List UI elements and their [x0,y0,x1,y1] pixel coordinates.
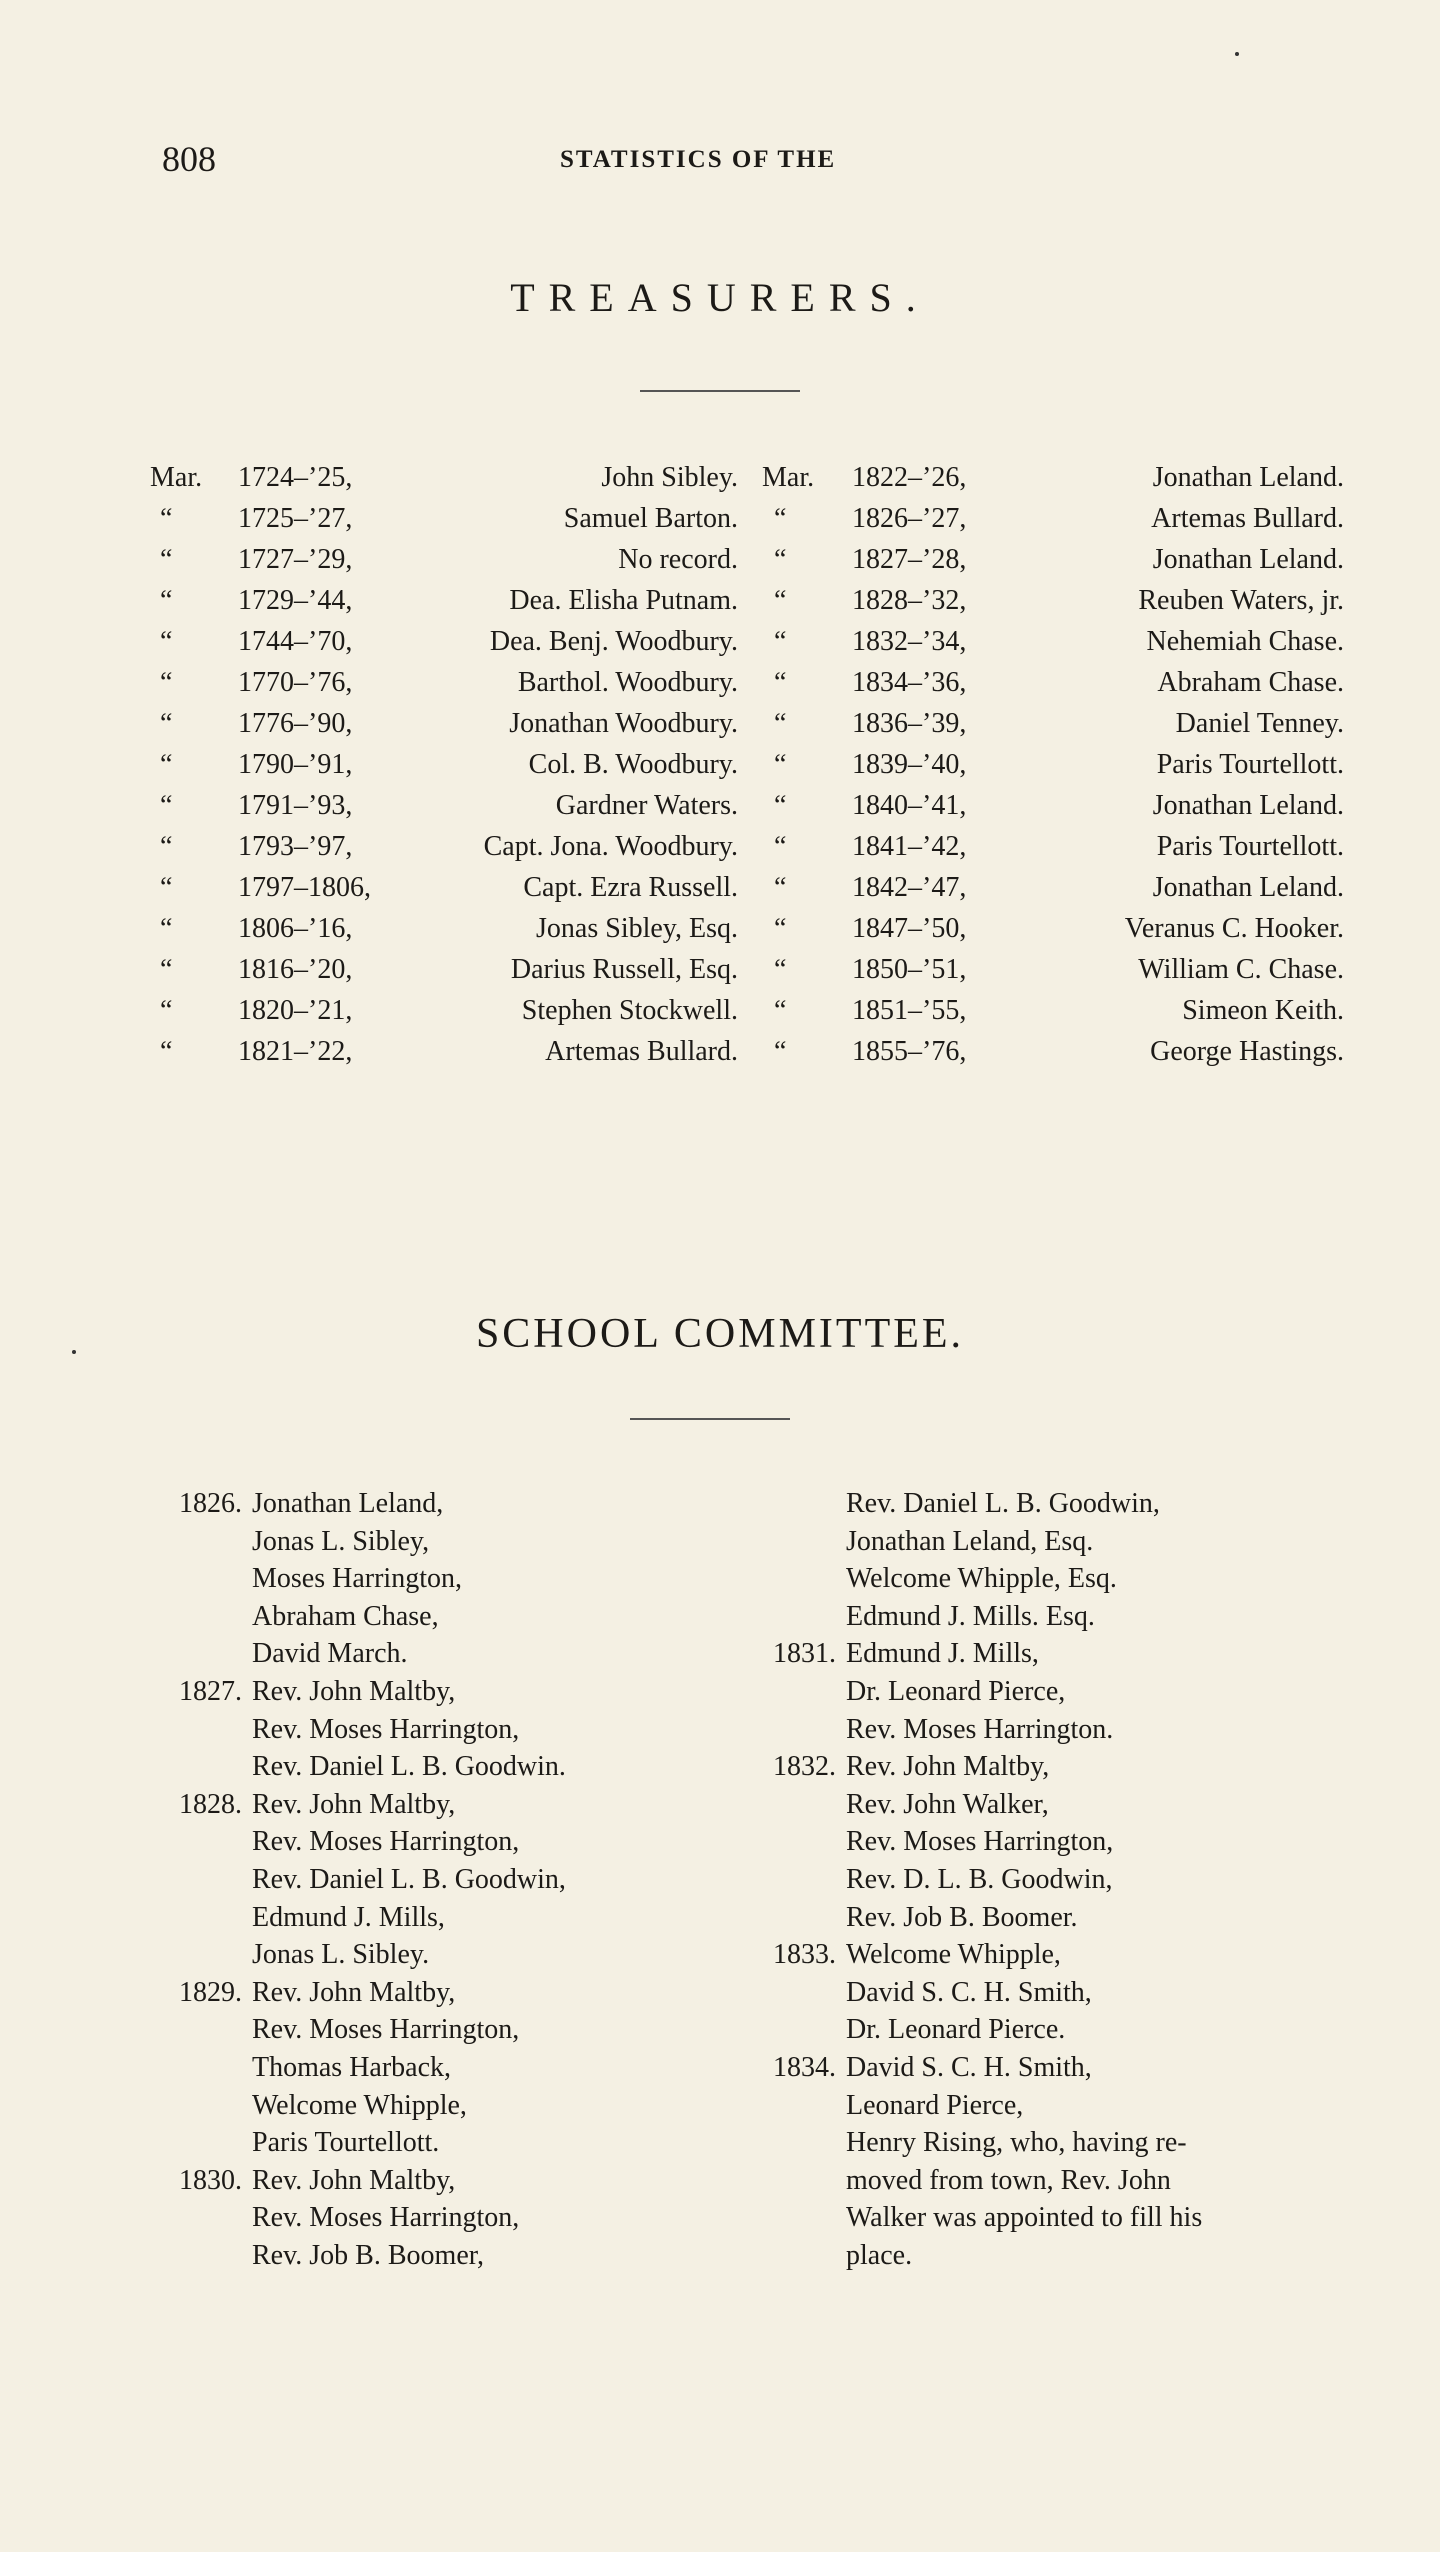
committee-member: Walker was appointed to fill his [846,2202,1203,2234]
month-mark: Mar. [762,462,815,493]
school-committee-title: SCHOOL COMMITTEE. [475,1311,965,1357]
treasurer-row [150,913,750,954]
committee-line [730,1601,1370,1639]
committee-line [140,2202,740,2240]
committee-member: Rev. Moses Harrington, [252,1826,520,1858]
treasurer-row [150,872,750,913]
treasurer-row [762,872,1358,913]
committee-member: Rev. Job B. Boomer, [252,2239,484,2271]
term-years: 1834–’36, [852,667,967,698]
term-years: 1842–’47, [852,872,967,903]
treasurers-right-column [762,462,1358,1077]
committee-member: Jonathan Leland, Esq. [846,1525,1094,1557]
treasurer-name: Simeon Keith. [1182,995,1344,1026]
treasurer-row [762,831,1358,872]
committee-year: 1828. [179,1788,242,1820]
term-years: 1826–’27, [852,503,967,534]
treasurer-row [150,503,750,544]
term-years: 1790–’91, [238,749,353,780]
month-mark: “ [160,749,173,780]
committee-line [730,2165,1370,2203]
treasurer-row [150,954,750,995]
term-years: 1770–’76, [238,667,353,698]
month-mark: “ [774,913,787,944]
treasurer-row [762,913,1358,954]
treasurer-name: Jonathan Leland. [1152,872,1344,903]
term-years: 1725–’27, [238,503,353,534]
treasurer-name: Barthol. Woodbury. [517,667,738,698]
term-years: 1847–’50, [852,913,967,944]
month-mark: “ [160,503,173,534]
committee-year: 1831. [773,1638,836,1670]
committee-line [140,2240,740,2278]
committee-member: Rev. John Maltby, [846,1751,1050,1783]
treasurer-row [150,585,750,626]
treasurer-name: Paris Tourtellott. [1156,749,1344,780]
committee-member: Rev. John Maltby, [252,2164,456,2196]
treasurer-row [762,503,1358,544]
treasurer-name: Reuben Waters, jr. [1138,585,1344,616]
treasurer-row [150,831,750,872]
term-years: 1729–’44, [238,585,353,616]
term-years: 1836–’39, [852,708,967,739]
committee-year: 1829. [179,1976,242,2008]
committee-member: Jonas L. Sibley. [252,1939,430,1971]
treasurer-row [762,462,1358,503]
committee-line [730,2202,1370,2240]
section-divider [630,1418,790,1420]
treasurer-row [150,667,750,708]
month-mark: “ [160,913,173,944]
treasurer-row [150,749,750,790]
committee-member: Dr. Leonard Pierce. [846,2014,1066,2046]
treasurer-name: Jonas Sibley, Esq. [536,913,738,944]
committee-year: 1833. [773,1939,836,1971]
term-years: 1821–’22, [238,1036,353,1067]
committee-member: Rev. Daniel L. B. Goodwin, [252,1863,566,1895]
committee-line [730,1977,1370,2015]
treasurer-row [150,708,750,749]
treasurer-name: Samuel Barton. [563,503,738,534]
committee-line [730,1563,1370,1601]
committee-line [140,1526,740,1564]
term-years: 1724–’25, [238,462,353,493]
treasurer-row [762,995,1358,1036]
month-mark: “ [160,585,173,616]
month-mark: “ [160,708,173,739]
committee-line [140,1601,740,1639]
school-committee-left-column [140,1488,740,2277]
committee-line [140,1789,740,1827]
treasurer-row [150,995,750,1036]
committee-member: Rev. Daniel L. B. Goodwin. [252,1751,566,1783]
running-head: STATISTICS OF THE [560,146,837,173]
treasurer-row [762,749,1358,790]
committee-member: place. [846,2239,913,2271]
committee-line [140,2052,740,2090]
month-mark: “ [774,790,787,821]
committee-line [730,1902,1370,1940]
school-committee-right-column [730,1488,1370,2277]
treasurer-name: Artemas Bullard. [545,1036,738,1067]
month-mark: “ [774,544,787,575]
month-mark: “ [160,954,173,985]
committee-member: Rev. John Maltby, [252,1675,456,1707]
treasurer-name: Jonathan Leland. [1152,462,1344,493]
treasurer-name: George Hastings. [1150,1036,1344,1067]
committee-member: Rev. Moses Harrington, [252,1713,520,1745]
treasurer-row [762,626,1358,667]
treasurer-row [762,585,1358,626]
committee-line [140,1751,740,1789]
committee-line [140,2165,740,2203]
committee-member: moved from town, Rev. John [846,2164,1171,2196]
committee-member: Leonard Pierce, [846,2089,1024,2121]
committee-member: Dr. Leonard Pierce, [846,1675,1066,1707]
committee-member: Moses Harrington, [252,1563,462,1595]
term-years: 1793–’97, [238,831,353,862]
committee-line [730,2240,1370,2278]
treasurer-row [150,544,750,585]
month-mark: “ [160,831,173,862]
committee-line [730,1526,1370,1564]
committee-year: 1834. [773,2051,836,2083]
committee-member: Henry Rising, who, having re- [846,2127,1187,2159]
committee-member: Abraham Chase, [252,1600,439,1632]
committee-line [140,1676,740,1714]
month-mark: “ [160,667,173,698]
treasurer-name: Jonathan Woodbury. [509,708,738,739]
month-mark: “ [774,667,787,698]
committee-line [140,1977,740,2015]
committee-member: Rev. Moses Harrington. [846,1713,1114,1745]
committee-member: Welcome Whipple, [846,1939,1061,1971]
committee-line [730,1826,1370,1864]
treasurer-row [150,462,750,503]
section-divider [640,390,800,392]
treasurer-name: Dea. Benj. Woodbury. [489,626,738,657]
committee-year: 1826. [179,1488,242,1519]
term-years: 1827–’28, [852,544,967,575]
month-mark: “ [160,790,173,821]
treasurer-name: Capt. Jona. Woodbury. [483,831,738,862]
treasurer-name: Veranus C. Hooker. [1124,913,1344,944]
month-mark: “ [774,585,787,616]
committee-line [730,2052,1370,2090]
page-header [0,138,1440,178]
committee-line [140,2090,740,2128]
treasurer-row [150,790,750,831]
treasurer-name: Daniel Tenney. [1175,708,1344,739]
month-mark: “ [774,708,787,739]
month-mark: “ [160,626,173,657]
committee-year: 1832. [773,1751,836,1783]
treasurer-name: John Sibley. [601,462,738,493]
committee-member: Edmund J. Mills, [252,1901,445,1933]
committee-member: Rev. John Walker, [846,1788,1049,1820]
committee-member: David S. C. H. Smith, [846,2051,1092,2083]
month-mark: “ [774,749,787,780]
committee-member: Rev. D. L. B. Goodwin, [846,1863,1113,1895]
treasurer-row [150,626,750,667]
committee-line [140,1902,740,1940]
treasurer-name: Jonathan Leland. [1152,790,1344,821]
committee-member: Edmund J. Mills. Esq. [846,1600,1095,1632]
committee-member: Rev. John Maltby, [252,1976,456,2008]
committee-year: 1830. [179,2164,242,2196]
term-years: 1841–’42, [852,831,967,862]
term-years: 1839–’40, [852,749,967,780]
month-mark: Mar. [150,462,203,493]
treasurer-row [762,708,1358,749]
month-mark: “ [160,544,173,575]
committee-line [140,1488,740,1526]
month-mark: “ [774,626,787,657]
month-mark: “ [774,954,787,985]
term-years: 1820–’21, [238,995,353,1026]
committee-member: Jonathan Leland, [252,1488,444,1519]
committee-member: Rev. Moses Harrington, [846,1826,1114,1858]
treasurer-name: Col. B. Woodbury. [528,749,738,780]
treasurer-name: Nehemiah Chase. [1146,626,1344,657]
committee-line [730,1488,1370,1526]
page-number: 808 [162,139,216,179]
treasurer-row [762,1036,1358,1077]
committee-line [730,1789,1370,1827]
committee-line [730,1864,1370,1902]
committee-line [140,2127,740,2165]
term-years: 1797–1806, [238,872,371,903]
committee-line [140,1864,740,1902]
committee-line [730,1714,1370,1752]
term-years: 1850–’51, [852,954,967,985]
month-mark: “ [160,995,173,1026]
term-years: 1822–’26, [852,462,967,493]
treasurer-name: Abraham Chase. [1157,667,1344,698]
month-mark: “ [774,1036,787,1067]
committee-line [140,1826,740,1864]
committee-line [140,1563,740,1601]
committee-member: David March. [252,1638,408,1670]
committee-line [730,1676,1370,1714]
term-years: 1828–’32, [852,585,967,616]
month-mark: “ [774,831,787,862]
treasurer-name: William C. Chase. [1138,954,1344,985]
treasurer-name: Stephen Stockwell. [521,995,738,1026]
committee-member: Rev. Job B. Boomer. [846,1901,1078,1933]
committee-member: Rev. Moses Harrington, [252,2014,520,2046]
committee-line [730,1638,1370,1676]
month-mark: “ [160,1036,173,1067]
committee-member: Welcome Whipple, Esq. [846,1563,1117,1595]
committee-member: David S. C. H. Smith, [846,1976,1092,2008]
term-years: 1806–’16, [238,913,353,944]
term-years: 1840–’41, [852,790,967,821]
committee-member: Paris Tourtellott. [252,2127,440,2159]
committee-member: Jonas L. Sibley, [252,1525,430,1557]
committee-line [730,1939,1370,1977]
committee-member: Rev. Moses Harrington, [252,2202,520,2234]
term-years: 1855–’76, [852,1036,967,1067]
month-mark: “ [774,995,787,1026]
treasurer-name: No record. [618,544,738,575]
speck-mark [1235,52,1239,56]
treasurers-title: TREASURERS. [510,275,930,320]
committee-line [140,1939,740,1977]
term-years: 1744–’70, [238,626,353,657]
treasurer-name: Artemas Bullard. [1151,503,1344,534]
treasurer-name: Gardner Waters. [555,790,738,821]
treasurer-name: Paris Tourtellott. [1156,831,1344,862]
committee-member: Rev. John Maltby, [252,1788,456,1820]
term-years: 1851–’55, [852,995,967,1026]
treasurer-row [762,790,1358,831]
committee-line [730,2127,1370,2165]
term-years: 1816–’20, [238,954,353,985]
term-years: 1791–’93, [238,790,353,821]
committee-line [730,1751,1370,1789]
month-mark: “ [774,503,787,534]
committee-member: Edmund J. Mills, [846,1638,1039,1670]
term-years: 1832–’34, [852,626,967,657]
treasurer-name: Capt. Ezra Russell. [523,872,738,903]
committee-member: Welcome Whipple, [252,2089,467,2121]
month-mark: “ [774,872,787,903]
treasurers-left-column [150,462,750,1077]
treasurer-name: Dea. Elisha Putnam. [509,585,738,616]
committee-line [730,2014,1370,2052]
treasurer-name: Jonathan Leland. [1152,544,1344,575]
treasurer-row [762,667,1358,708]
treasurer-row [762,954,1358,995]
month-mark: “ [160,872,173,903]
treasurer-row [150,1036,750,1077]
committee-member: Rev. Daniel L. B. Goodwin, [846,1488,1160,1519]
term-years: 1776–’90, [238,708,353,739]
committee-line [140,1714,740,1752]
committee-member: Thomas Harback, [252,2051,452,2083]
committee-line [730,2090,1370,2128]
term-years: 1727–’29, [238,544,353,575]
committee-line [140,2014,740,2052]
committee-year: 1827. [179,1675,242,1707]
treasurer-row [762,544,1358,585]
treasurer-name: Darius Russell, Esq. [510,954,738,985]
committee-line [140,1638,740,1676]
